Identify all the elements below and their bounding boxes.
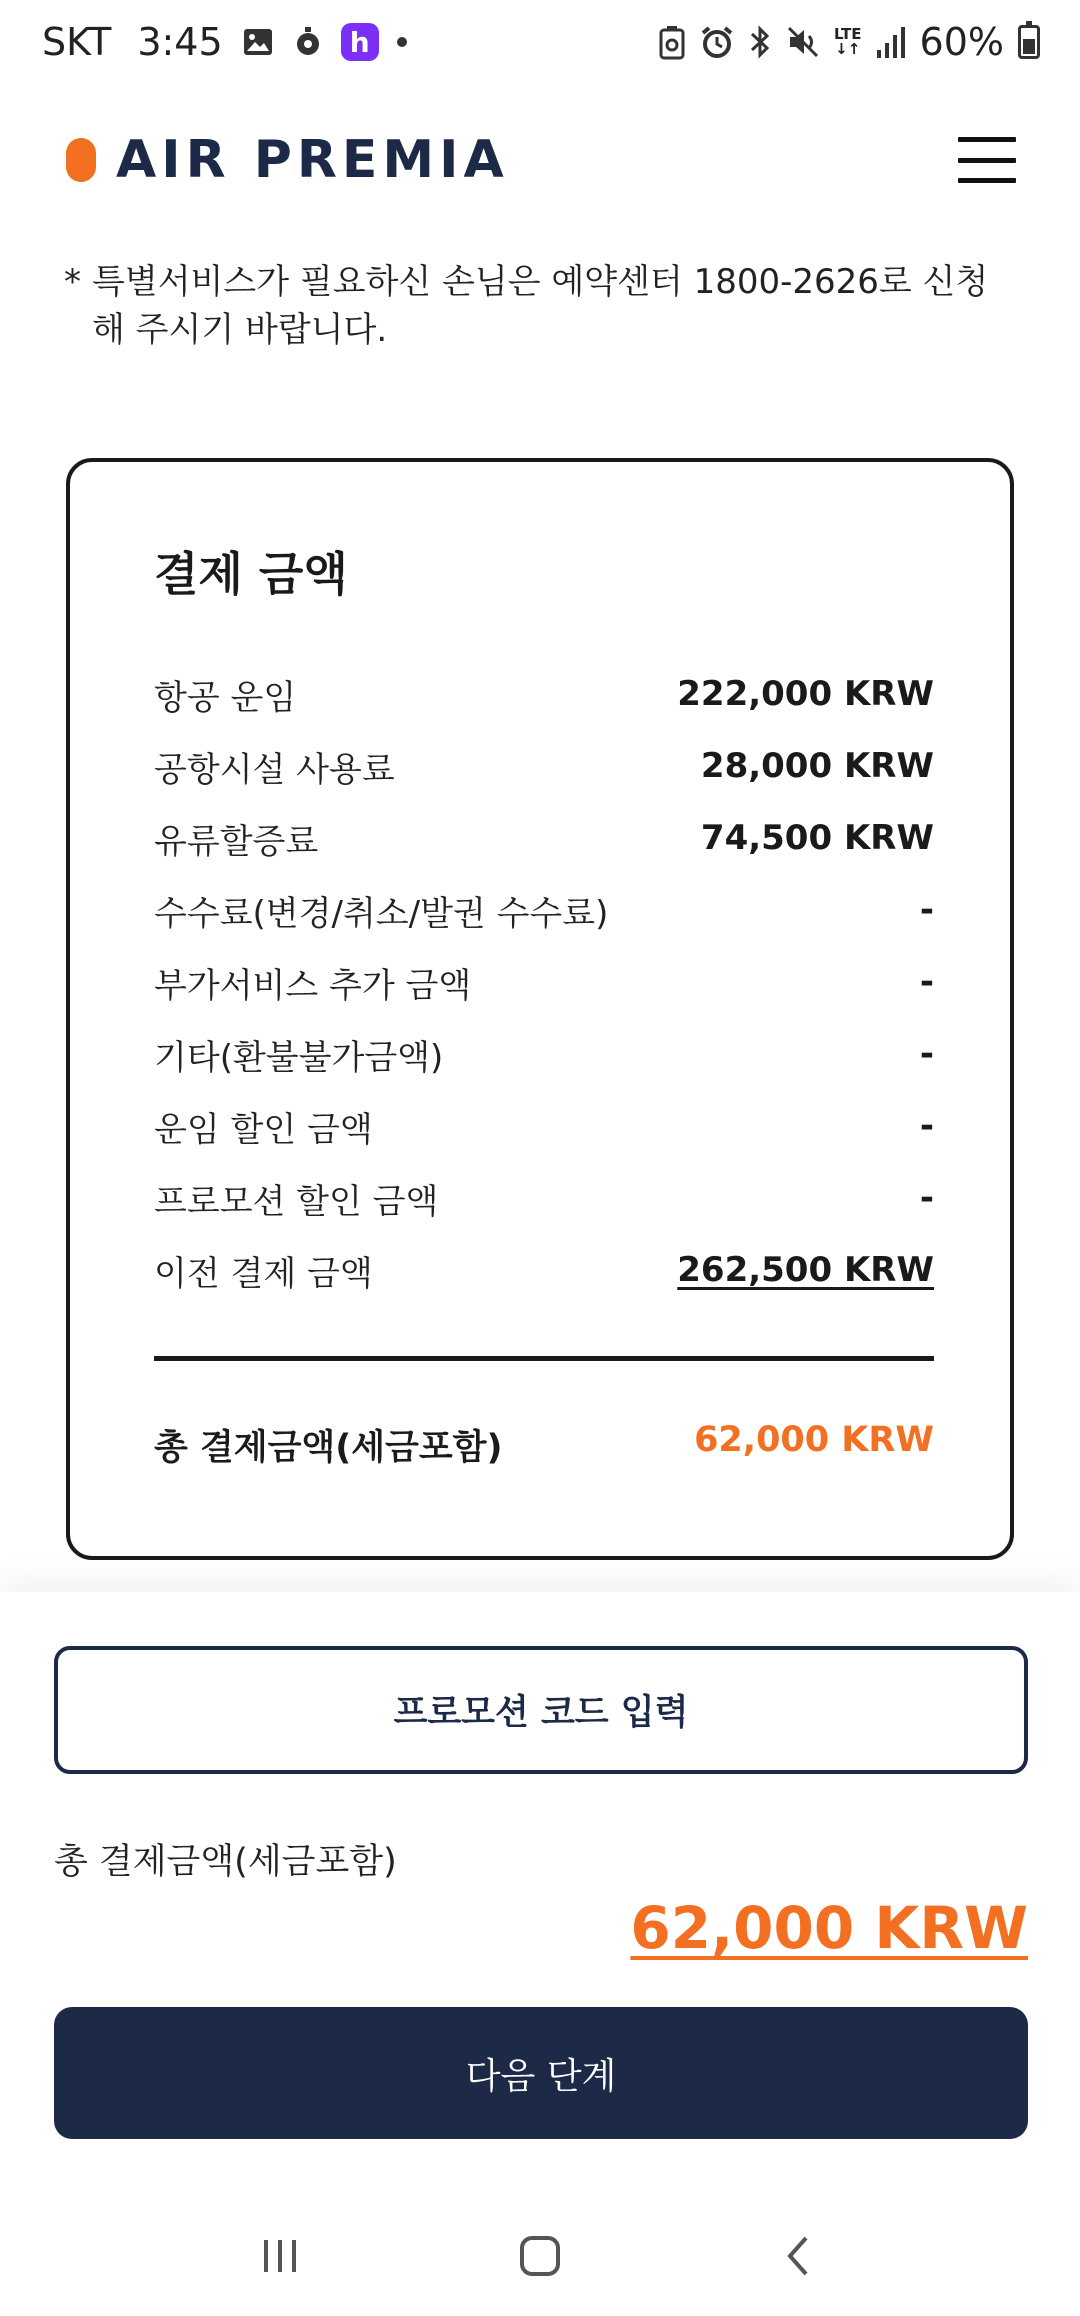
signal-icon: [876, 26, 906, 58]
status-bar: [0, 0, 1080, 84]
fare-row-label: 운임 할인 금액: [154, 1109, 373, 1150]
fare-row-label: 유류할증료: [154, 821, 319, 862]
fare-row-fare-discount: [154, 1090, 934, 1162]
fare-row-value: -: [919, 1034, 934, 1074]
logo-text: AIR PREMIA: [116, 130, 509, 190]
app-header: [0, 100, 1080, 220]
bluetooth-icon: [748, 24, 772, 60]
clock: 3:45: [137, 20, 223, 64]
recycle-icon: [658, 24, 686, 60]
fare-row-airfare: [154, 658, 934, 730]
hi-app-icon: h: [341, 23, 379, 61]
mute-icon: [786, 25, 820, 59]
sheet-total-value[interactable]: 62,000 KRW: [630, 1894, 1028, 1962]
battery-icon: [1018, 25, 1040, 59]
notice-text: 특별서비스가 필요하신 손님은 예약센터 1800-2626로 신청해 주시기 바랍니다.: [92, 262, 989, 350]
fare-row-label: 수수료(변경/취소/발권 수수료): [154, 893, 609, 934]
card-total-value: 62,000 KRW: [694, 1420, 934, 1460]
recent-apps-icon[interactable]: [230, 2216, 330, 2296]
network-type-icon: LTE ↓↑: [833, 25, 862, 58]
card-total-row: [154, 1420, 934, 1470]
sheet-total-label: 총 결제금액(세금포함): [54, 1842, 397, 1882]
fare-row-value: -: [919, 1178, 934, 1218]
fare-row-service-fee: [154, 874, 934, 946]
fare-row-fuel-surcharge: [154, 802, 934, 874]
logo-mark-icon: [66, 138, 96, 182]
total-divider: [154, 1356, 934, 1361]
fare-breakdown-list: [154, 658, 934, 1306]
alarm-icon: [700, 25, 734, 59]
fare-row-value: -: [919, 962, 934, 1002]
previous-payment-link[interactable]: 262,500 KRW: [677, 1250, 934, 1290]
fare-row-other: [154, 1018, 934, 1090]
record-icon: [293, 25, 323, 59]
image-icon: [241, 25, 275, 59]
air-premia-logo[interactable]: [66, 130, 509, 190]
carrier-label: SKT: [42, 20, 112, 64]
fare-row-previous-payment: [154, 1234, 934, 1306]
fare-row-airport-fee: [154, 730, 934, 802]
status-left: [42, 20, 407, 64]
fare-row-value: -: [919, 1106, 934, 1146]
fare-row-label: 공항시설 사용료: [154, 749, 395, 790]
notice-asterisk: *: [64, 262, 81, 302]
fare-row-ancillary: [154, 946, 934, 1018]
fare-row-label: 기타(환불불가금액): [154, 1037, 444, 1078]
fare-row-promo-discount: [154, 1162, 934, 1234]
home-icon[interactable]: [490, 2216, 590, 2296]
notification-dot-icon: [397, 37, 407, 47]
card-total-label: 총 결제금액(세금포함): [154, 1428, 503, 1468]
payment-summary-card: [66, 458, 1014, 1560]
next-step-button[interactable]: 다음 단계: [54, 2007, 1028, 2139]
special-service-notice: [64, 258, 1014, 354]
menu-icon[interactable]: [958, 137, 1016, 183]
payment-title: 결제 금액: [154, 547, 348, 601]
fare-row-value: -: [919, 890, 934, 930]
fare-row-label: 이전 결제 금액: [154, 1253, 373, 1294]
battery-percent: 60%: [919, 20, 1004, 64]
status-right: [658, 20, 1040, 64]
fare-row-value: 222,000 KRW: [677, 674, 934, 714]
fare-row-label: 부가서비스 추가 금액: [154, 965, 472, 1006]
fare-row-label: 항공 운임: [154, 677, 297, 718]
fare-row-value: 28,000 KRW: [700, 746, 934, 786]
system-nav-bar: [0, 2196, 1080, 2316]
fare-row-label: 프로모션 할인 금액: [154, 1181, 439, 1222]
promo-code-button[interactable]: 프로모션 코드 입력: [54, 1646, 1028, 1774]
network-type-label: LTE: [833, 25, 862, 43]
fare-row-value: 74,500 KRW: [700, 818, 934, 858]
back-icon[interactable]: [750, 2216, 850, 2296]
